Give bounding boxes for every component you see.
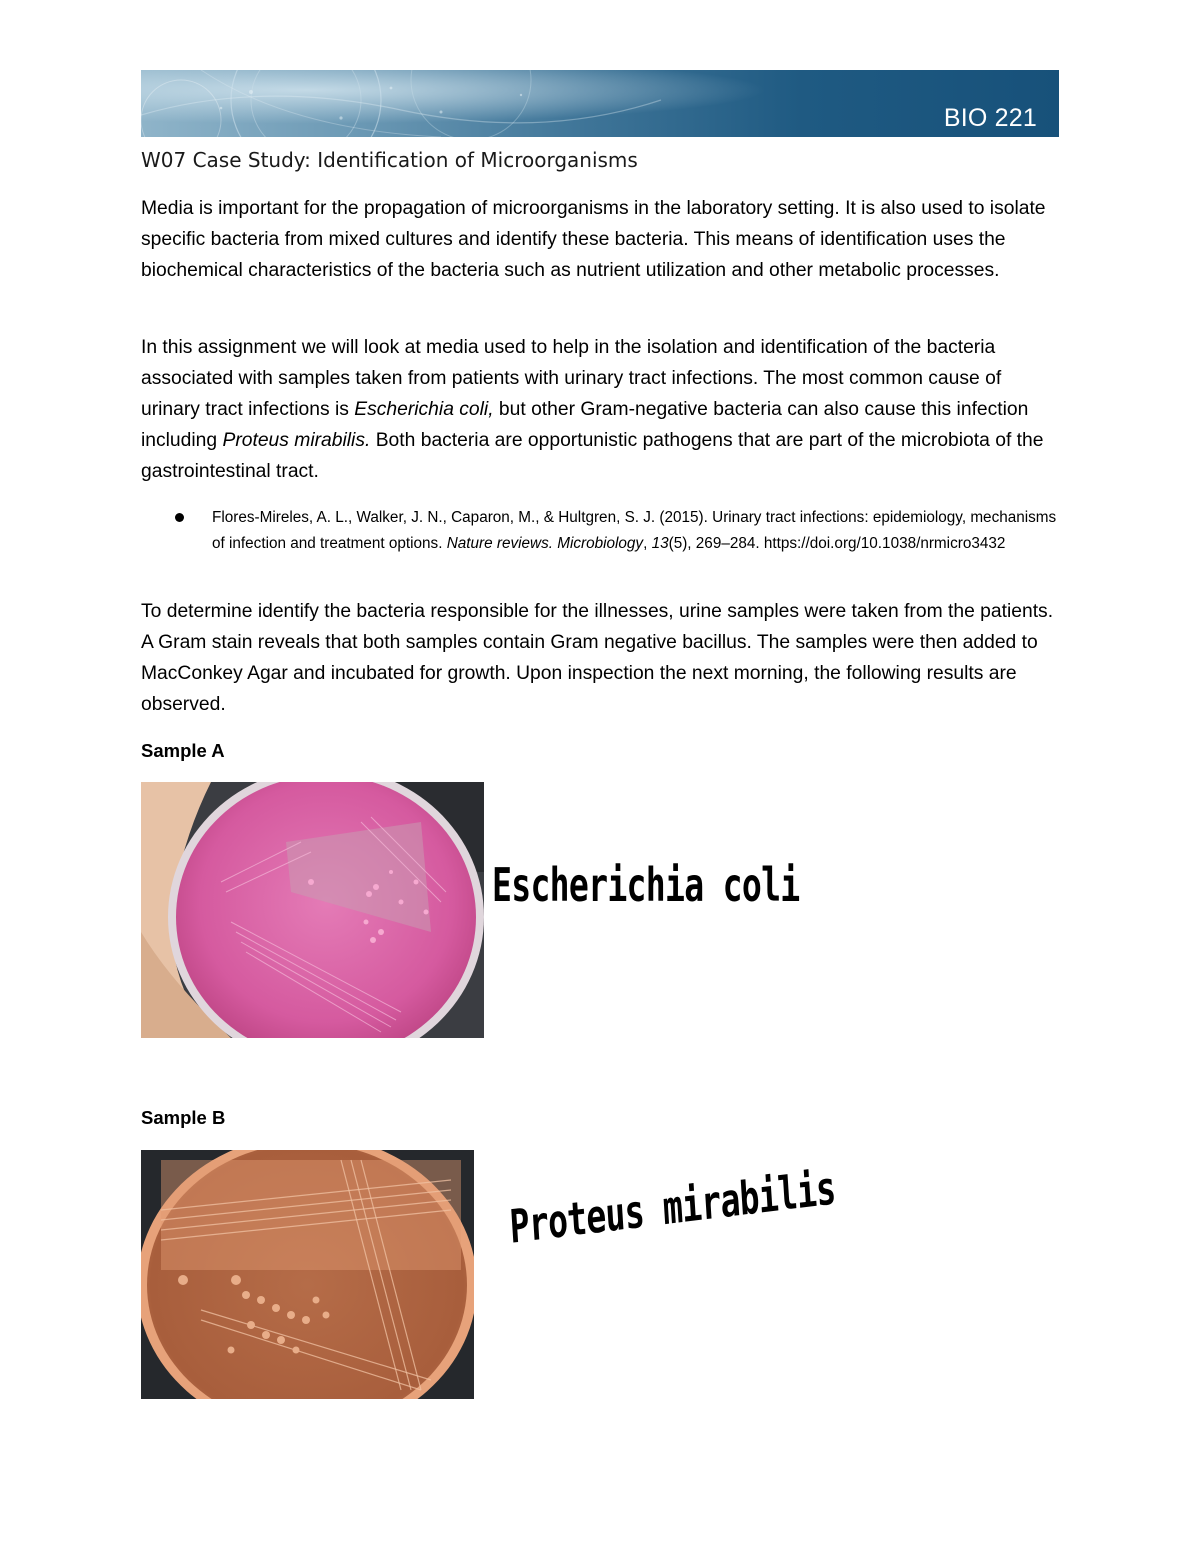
page-title: W07 Case Study: Identification of Microorganisms [141,148,638,172]
assignment-text-part2: but other Gram-negative bacteria can also cause this infection including [141,399,1029,451]
header-banner [141,70,1059,137]
sample-a-plate-photo [141,782,484,1038]
sample-b-label: Sample B [141,1107,226,1128]
assignment-paragraph [141,332,1061,487]
sample-a-label: Sample A [141,740,225,761]
assignment-text-part3: Both bacteria are opportunistic pathogens that are part of the microbiota of the gastrointestinal tract. [141,430,1044,482]
sample-b-answer-handwritten: Proteus mirabilis [508,1160,837,1254]
reference-authors-title: Flores-Mireles, A. L., Walker, J. N., Caparon, M., & Hultgren, S. J. (2015). Urinary tract infections: epidemiology, mechanisms of infection and treatment options. [212,509,1057,552]
reference-volume: 13 [651,534,669,552]
banner-background-graphic [141,70,1059,137]
organism-name-ecoli: Escherichia coli, [354,399,494,420]
bullet-icon [175,513,184,522]
sample-a-answer-handwritten: Escherichia coli [492,858,800,912]
reference-journal: Nature reviews. Microbiology [446,534,644,552]
reference-pages-doi[interactable]: (5), 269–284. https://doi.org/10.1038/nrmicro3432 [668,534,1006,552]
assignment-text-part1: In this assignment we will look at media used to help in the isolation and identification of the bacteria associated with samples taken from patients with urinary tract infections. The most common cause of urinary tract infections is [141,337,1002,420]
sample-b-plate-photo [141,1150,474,1399]
organism-name-proteus: Proteus mirabilis. [222,430,371,451]
intro-paragraph: Media is important for the propagation of microorganisms in the laboratory setting. It is also used to isolate specific bacteria from mixed cultures and identify these bacteria. This means of identification uses the biochemical characteristics of the bacteria such as nutrient utilization and other metabolic processes. [141,198,1046,281]
course-code: BIO 221 [943,104,1037,132]
reference-separator: , [643,534,652,552]
procedure-paragraph: To determine identify the bacteria responsible for the illnesses, urine samples were taken from the patients. A Gram stain reveals that both samples contain Gram negative bacillus. The samples were then added to MacConkey Agar and incubated for growth. Upon inspection the next morning, the following results are observed. [141,601,1054,715]
reference-citation [212,505,1057,556]
